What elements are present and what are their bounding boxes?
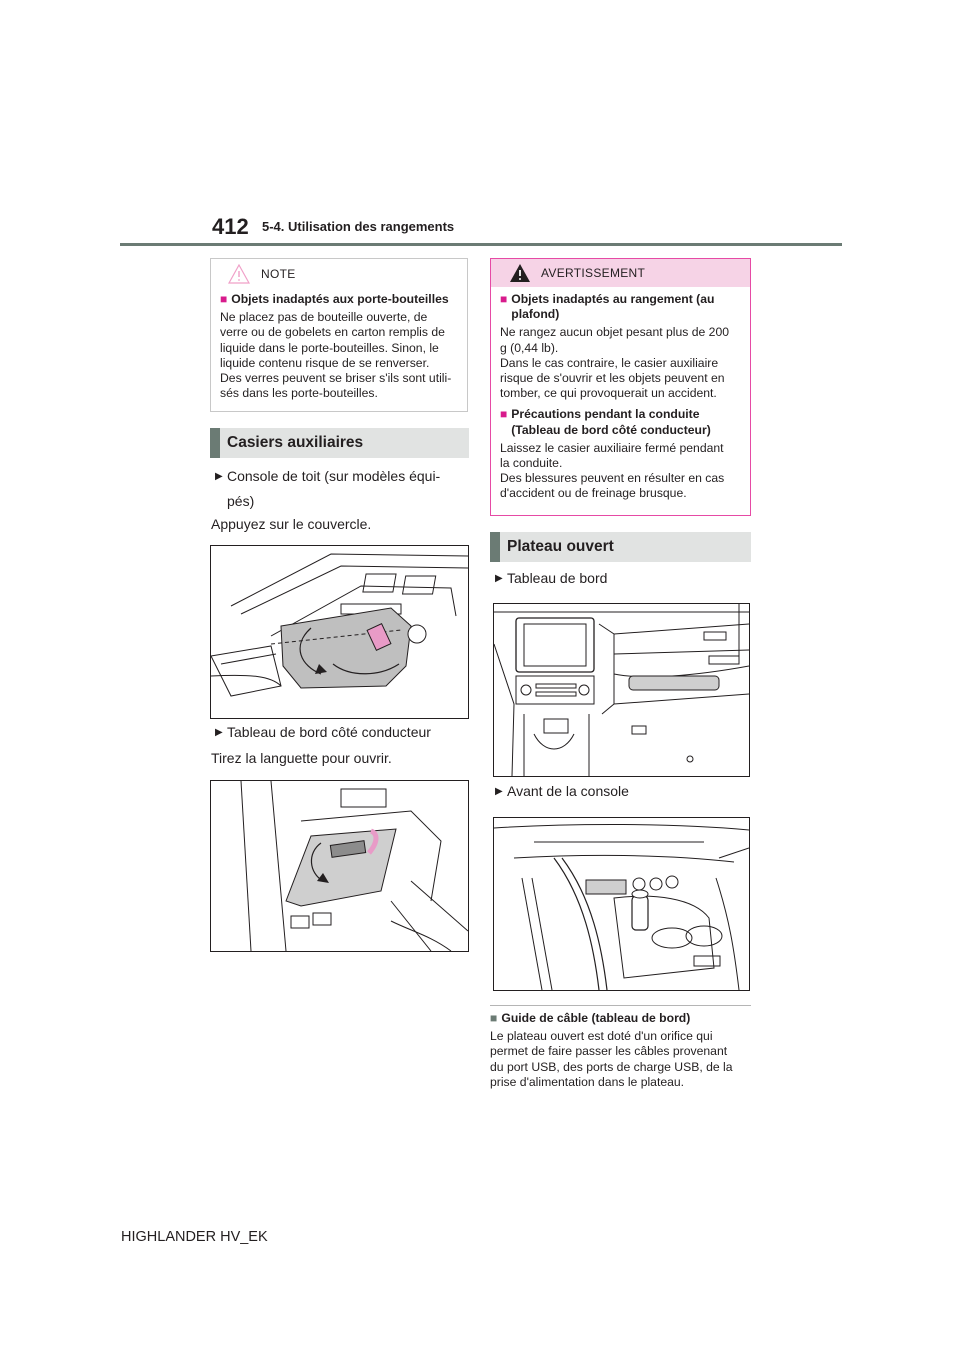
note-heading: Objets inadaptés aux porte-bouteilles (231, 292, 449, 306)
bullet-text: Console de toit (sur modèles équi- (227, 468, 441, 484)
note-header (211, 259, 467, 289)
instruction-pull-tab: Tirez la languette pour ouvrir. (211, 750, 392, 766)
divider (490, 1005, 751, 1006)
warning-heading: plafond) (511, 307, 560, 322)
warning-heading: Objets inadaptés au rangement (au (511, 292, 715, 306)
cable-guide-heading: Guide de câble (tableau de bord) (501, 1011, 691, 1025)
triangle-bullet-icon: ▶ (495, 573, 503, 584)
cable-guide-line: du port USB, des ports de charge USB, de la (490, 1059, 733, 1074)
figure-overhead-console (210, 545, 469, 719)
bullet-driver-dashboard (215, 722, 475, 743)
section-heading-text: Casiers auxiliaires (227, 434, 364, 451)
square-bullet-icon: ■ (220, 292, 228, 306)
cable-guide-text (490, 1029, 752, 1090)
bullet-console-front (495, 781, 755, 802)
warning-line: Des blessures peuvent en résulter en cas (500, 471, 725, 486)
cable-guide-line: permet de faire passer les câbles provenant (490, 1044, 728, 1059)
warning-text-1 (500, 325, 742, 401)
warning-line: tomber, ce qui provoquerait un accident. (500, 386, 717, 401)
note-text (220, 310, 459, 401)
note-line: verre ou de gobelets en carton remplis de (220, 325, 445, 340)
triangle-bullet-icon: ▶ (215, 471, 223, 482)
square-bullet-icon: ■ (490, 1011, 498, 1025)
note-box (210, 258, 468, 412)
warning-line: g (0,44 lb). (500, 340, 559, 355)
warning-subheading-2 (500, 407, 742, 437)
bullet-overhead-console (215, 466, 475, 511)
note-subheading (220, 292, 459, 307)
section-heading-text: Plateau ouvert (507, 538, 614, 555)
cable-guide-line: Le plateau ouvert est doté d'un orifice qui (490, 1029, 713, 1044)
warning-line: Dans le cas contraire, le casier auxiliaire (500, 355, 719, 370)
warning-subheading-1 (500, 292, 742, 322)
cable-guide-section (490, 1011, 752, 1090)
cable-guide-subheading (490, 1011, 752, 1026)
figure-driver-dashboard (210, 780, 469, 952)
square-bullet-icon: ■ (500, 407, 508, 422)
caution-triangle-icon (228, 264, 250, 284)
note-line: sés dans les porte-bouteilles. (220, 386, 378, 401)
bullet-dashboard (495, 568, 755, 589)
note-label: NOTE (261, 267, 296, 281)
warning-line: d'accident ou de freinage brusque. (500, 486, 687, 501)
warning-line: risque de s'ouvrir et les objets peuvent en (500, 371, 725, 386)
warning-line: Ne rangez aucun objet pesant plus de 200 (500, 325, 730, 340)
warning-label: AVERTISSEMENT (541, 266, 646, 280)
figure-dashboard-tray (493, 603, 750, 777)
square-bullet-icon: ■ (500, 292, 508, 306)
warning-triangle-icon (509, 263, 531, 283)
warning-header (491, 259, 750, 287)
note-line: liquide contenu risque de se renverser. (220, 355, 430, 370)
triangle-bullet-icon: ▶ (495, 786, 503, 797)
instruction-press-cover: Appuyez sur le couvercle. (211, 516, 372, 532)
bullet-text: pés) (227, 493, 255, 509)
warning-heading: Précautions pendant la conduite (511, 407, 700, 422)
footer-model: HIGHLANDER HV_EK (121, 1229, 268, 1245)
section-heading-auxiliary-boxes (210, 428, 469, 458)
warning-box (490, 258, 751, 516)
page-number: 412 (212, 214, 249, 239)
bullet-text: Tableau de bord côté conducteur (227, 724, 431, 740)
warning-heading: (Tableau de bord côté conducteur) (511, 422, 711, 437)
note-line: Ne placez pas de bouteille ouverte, de (220, 310, 428, 325)
note-line: Des verres peuvent se briser s'ils sont utili- (220, 371, 452, 386)
section-heading-open-tray (490, 532, 751, 562)
warning-line: la conduite. (500, 456, 563, 471)
figure-console-front (493, 817, 750, 991)
cable-guide-line: prise d'alimentation dans le plateau. (490, 1074, 685, 1089)
section-title: 5-4. Utilisation des rangements (262, 219, 455, 234)
warning-text-2 (500, 441, 742, 502)
bullet-text: Tableau de bord (507, 570, 608, 586)
triangle-bullet-icon: ▶ (215, 727, 223, 738)
warning-line: Laissez le casier auxiliaire fermé pendant (500, 440, 724, 455)
header-rule (120, 243, 842, 246)
note-line: liquide dans le porte-bouteilles. Sinon, le (220, 340, 439, 355)
bullet-text: Avant de la console (507, 783, 629, 799)
